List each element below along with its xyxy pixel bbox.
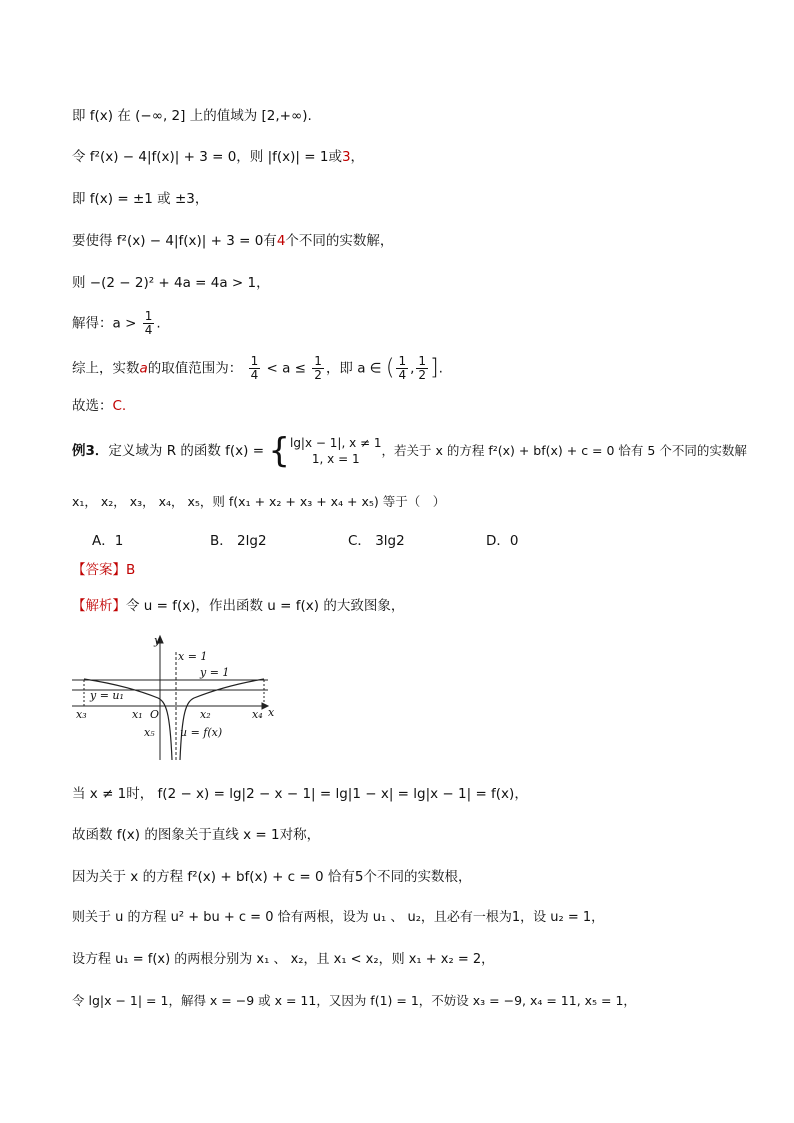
step-symmetry-calc: 当 x ≠ 1时， f(2 − x) = lg|2 − x − 1| = lg|1 − x| = lg|x − 1| = f(x)， [72,786,528,802]
text-segment: 定义域为 R 的函数 f(x) = [108,443,265,459]
highlight-number: 4 [276,233,286,249]
text-segment: ， [350,149,365,165]
text-segment: < a ≤ [266,360,306,377]
analysis-line [72,596,404,616]
text-line-values: 即 f(x) = ±1 或 ±3， [72,191,209,207]
highlight-choice: C. [112,398,127,414]
text-segment: 故选： [72,398,113,414]
text-line-condition [72,231,393,251]
step-two-roots: 则关于 u 的方程 u² + bu + c = 0 恰有两根，设为 u₁ 、 u₂，且必有一根为1，设 u₂ = 1， [72,910,605,925]
step-roots-sum: 设方程 u₁ = f(x) 的两根分别为 x₁ 、 x₂，且 x₁ < x₂，则 x₁ + x₂ = 2， [72,952,495,967]
answer-line: 【答案】B [72,562,136,578]
text-segment: 综上，实数 [72,360,140,377]
label-x-equals-1: x = 1 [178,650,208,663]
fraction: $\frac{1}{4}$ [144,309,153,337]
label-x1: x₁ [132,708,143,721]
text-segment: 个不同的实数解， [285,233,394,249]
bracket-close: ] [430,355,439,381]
label-x5: x₅ [144,726,155,739]
function-graph [68,632,278,762]
piecewise-function: { lg|x − 1|, x ≠ 1 1, x = 1 [268,431,382,471]
paren-open: ( [385,355,395,381]
fraction: $\frac{1}{2}$ [314,354,322,382]
text-segment: 令 f²(x) − 4|f(x)| + 3 = 0，则 |f(x)| = 1或 [72,149,342,165]
label-x2: x₂ [200,708,211,721]
text-line-equation [72,147,364,167]
label-curve: u = f(x) [180,726,223,739]
x-axis-label: x [268,706,275,719]
text-line-summary: 综上，实数a的取值范围为： $\frac{1}{4}$ < a ≤ $\frac{1}{2}$ ，即 a ∈ ( $\frac{1}{4}$ , $\frac{1}{2}$ ]. [72,354,443,382]
example-question: x₁， x₂， x₃， x₄， x₅，则 f(x₁ + x₂ + x₃ + x₄ + x₅) 等于（ ） [72,494,446,509]
step-symmetry-conclusion: 故函数 f(x) 的图象关于直线 x = 1对称， [72,827,321,843]
text-line-inequality: 则 −(2 − 2)² + 4a = 4a > 1， [72,275,270,291]
highlight-number: 3 [341,149,351,165]
text-segment: 令 u = f(x)，作出函数 u = f(x) 的大致图象， [126,598,405,614]
option-d: D．0 [486,533,519,549]
text-line-solution [72,310,161,337]
origin-label: O [150,708,160,721]
analysis-tag: 【解析】 [72,598,126,614]
label-y-equals-1: y = 1 [200,666,230,679]
text-segment: 的取值范围为： [147,360,243,377]
step-five-roots: 因为关于 x 的方程 f²(x) + bf(x) + c = 0 恰有5个不同的实数根， [72,869,472,885]
label-y-equals-u1: y = u₁ [90,689,124,702]
option-c: C． 3lg2 [348,533,405,549]
example-label: 例3． [72,443,109,459]
label-x3: x₃ [76,708,87,721]
label-x4: x₄ [252,708,263,721]
text-line-range: 即 f(x) 在 (−∞, 2] 上的值域为 [2,+∞). [72,108,312,124]
text-segment: 解得：a > [72,315,137,332]
text-segment: . [438,360,443,377]
highlight-variable: a [139,360,148,377]
text-segment: ，若关于 x 的方程 f²(x) + bf(x) + c = 0 恰有 5 个不同的实数解 [381,443,747,458]
text-segment: ，即 a ∈ [325,360,382,377]
example-statement [72,431,747,471]
option-b: B． 2lg2 [210,533,267,549]
y-axis-label: y [154,634,161,647]
step-solve: 令 lg|x − 1| = 1，解得 x = −9 或 x = 11，又因为 f(1) = 1，不妨设 x₃ = −9, x₄ = 11, x₅ = 1， [72,993,636,1008]
fraction: $\frac{1}{4}$ [250,354,259,382]
fraction: $\frac{1}{2}$ [418,354,427,382]
text-segment: 要使得 f²(x) − 4|f(x)| + 3 = 0有 [72,233,277,249]
text-line-choice [72,396,126,416]
fraction: $\frac{1}{4}$ [398,354,407,382]
text-segment: . [156,315,161,332]
option-a: A．1 [92,533,124,549]
